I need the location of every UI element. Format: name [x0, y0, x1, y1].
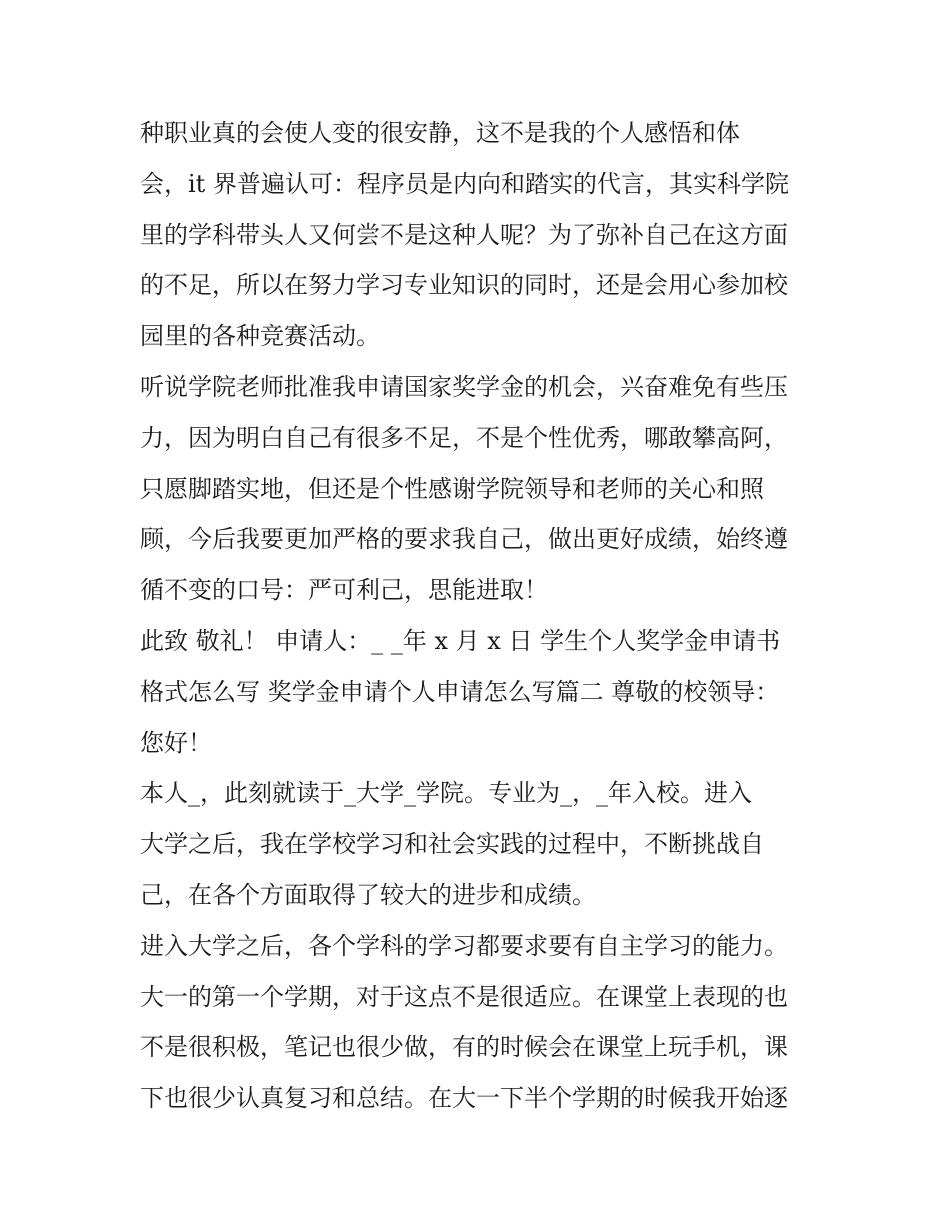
text-line: 下也很少认真复习和总结。在大一下半个学期的时候我开始逐 [140, 1084, 788, 1113]
paragraph-3 [140, 616, 820, 768]
text-line: 大学之后，我在学校学习和社会实践的过程中，不断挑战自 [140, 830, 764, 859]
paragraph-5 [140, 921, 820, 1124]
text-line: 园里的各种竞赛活动。 [140, 322, 380, 351]
text-line: 只愿脚踏实地，但还是个性感谢学院领导和老师的关心和照 [140, 474, 764, 503]
text-line: 您好！ [140, 728, 212, 757]
paragraph-1 [140, 108, 820, 362]
text-line: 进入大学之后，各个学科的学习都要求要有自主学习的能力。 [140, 931, 788, 960]
text-line: 力，因为明白自己有很多不足，不是个性优秀，哪敢攀高阿， [140, 423, 788, 452]
text-line: 格式怎么写 奖学金申请个人申请怎么写篇二 尊敬的校领导： [140, 677, 780, 706]
text-line: 的不足，所以在努力学习专业知识的同时，还是会用心参加校 [140, 271, 788, 300]
text-line: 顾，今后我要更加严格的要求我自己，做出更好成绩，始终遵 [140, 525, 788, 554]
text-line: 大一的第一个学期，对于这点不是很适应。在课堂上表现的也 [140, 982, 788, 1011]
document-body [140, 108, 820, 1124]
text-line: 此致 敬礼！ 申请人：_ _年 x 月 x 日 学生个人奖学金申请书 [140, 626, 781, 655]
text-line: 己，在各个方面取得了较大的进步和成绩。 [140, 880, 596, 909]
paragraph-2 [140, 362, 820, 616]
paragraph-4 [140, 768, 820, 920]
text-line: 种职业真的会使人变的很安静，这不是我的个人感悟和体 [140, 119, 740, 147]
text-line: 循不变的口号：严可利己，思能进取！ [140, 576, 548, 605]
text-line: 不是很积极，笔记也很少做，有的时候会在课堂上玩手机，课 [140, 1033, 788, 1062]
text-line: 会，it 界普遍认可：程序员是内向和踏实的代言，其实科学院 [140, 169, 789, 198]
text-line: 里的学科带头人又何尝不是这种人呢？为了弥补自己在这方面 [140, 220, 788, 249]
text-line: 听说学院老师批准我申请国家奖学金的机会，兴奋难免有些压 [140, 372, 788, 401]
text-line: 本人_，此刻就读于_大学_学院。专业为_，_年入校。进入 [140, 779, 752, 808]
